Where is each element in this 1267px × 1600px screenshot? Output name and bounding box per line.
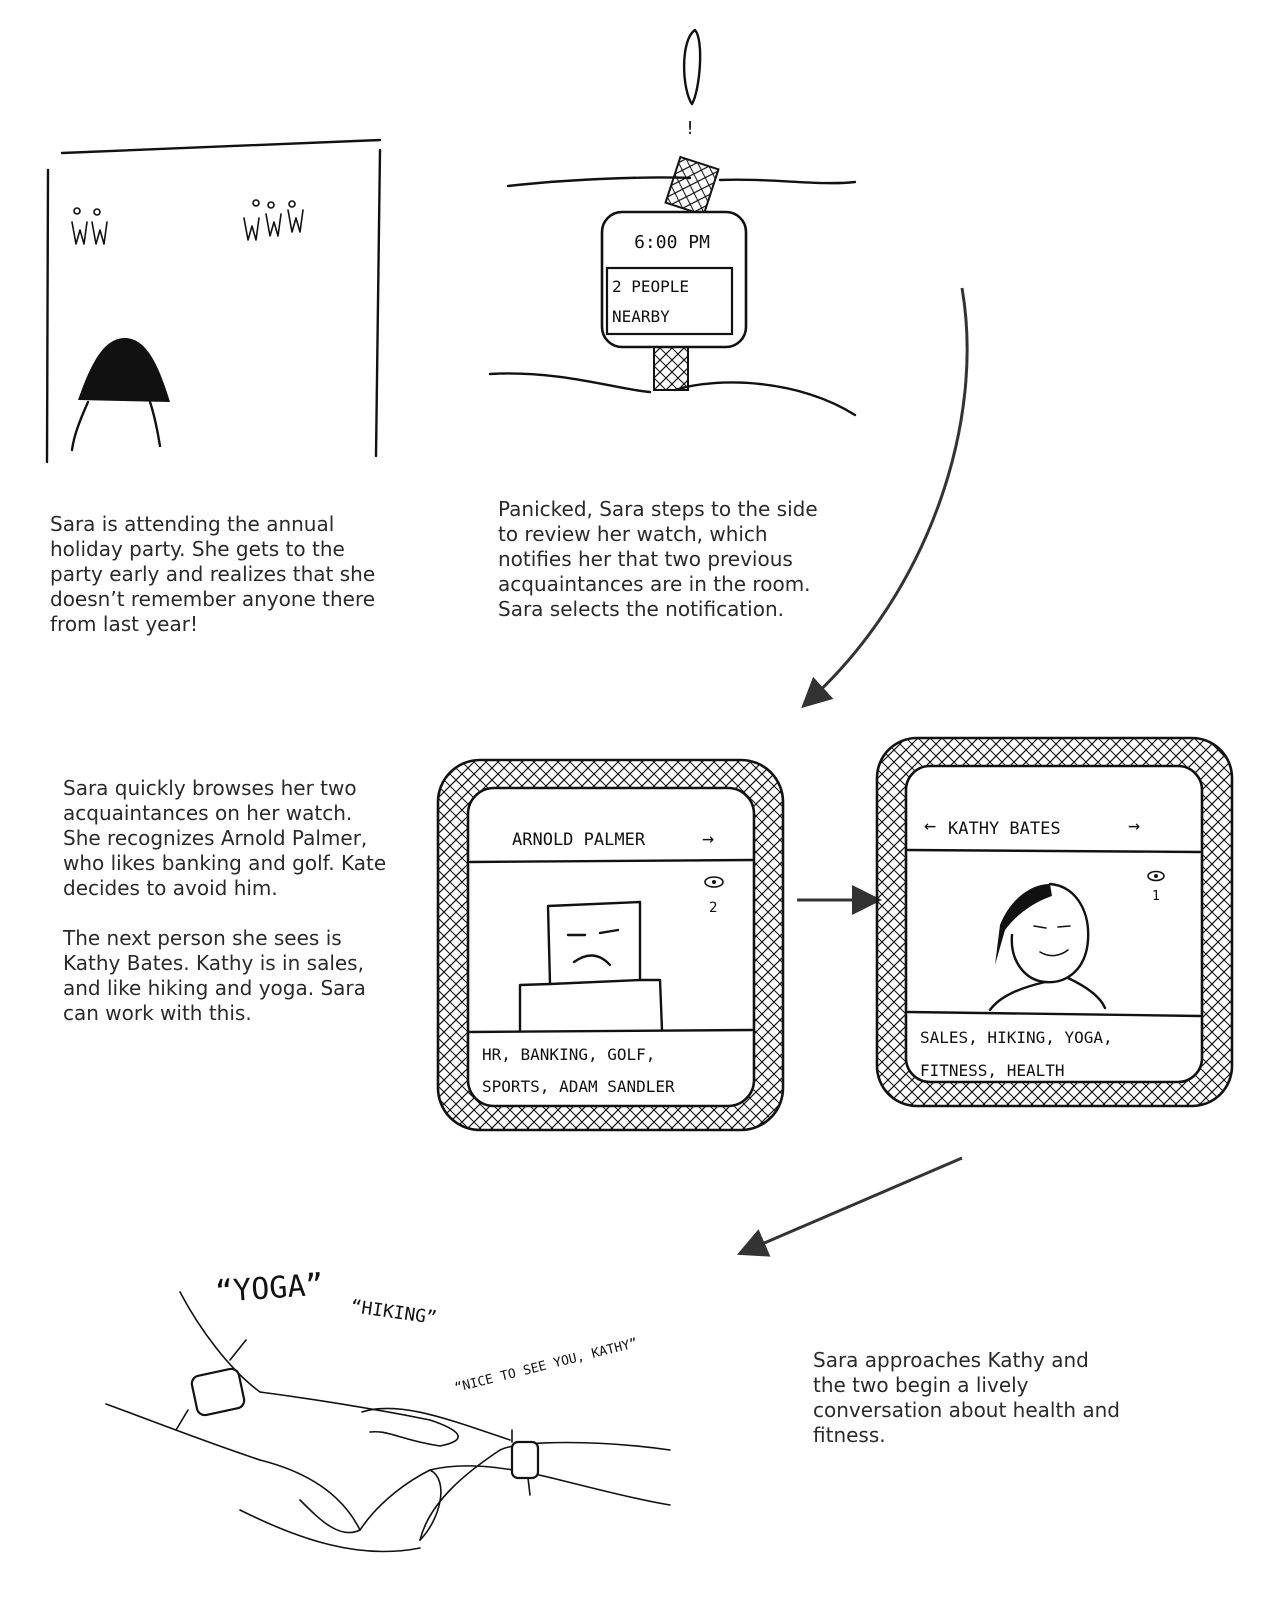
distant-people-left (72, 208, 107, 244)
card1-name: ARNOLD PALMER (512, 830, 646, 850)
watch-strap-top (666, 157, 719, 215)
caption-browse-p2: The next person she sees is Kathy Bates. Kathy is in sales, and like hiking and yoga. Sara can work with this. (63, 926, 366, 1025)
distant-people-right (244, 200, 303, 240)
speech-greeting: “NICE TO SEE YOU, KATHY” (453, 1335, 640, 1396)
card1-interests-1: HR, BANKING, GOLF, (482, 1045, 656, 1064)
notification-line-2: NEARBY (612, 307, 670, 326)
watch-notification-sketch (490, 30, 855, 415)
profile-card-kathy (877, 738, 1232, 1106)
card1-next-arrow[interactable]: → (702, 826, 715, 850)
flow-arrow-1 (810, 288, 967, 700)
card2-interests-2: FITNESS, HEALTH (920, 1061, 1065, 1080)
watch-time: 6:00 PM (634, 232, 710, 253)
card2-name: KATHY BATES (948, 819, 1061, 839)
caption-party: Sara is attending the annual holiday party. She gets to the party early and realizes that she doesn’t remember anyone there from last year! (50, 512, 376, 636)
card1-views: 2 (709, 900, 718, 916)
speech-yoga: “YOGA” (214, 1267, 325, 1310)
sara-watch (176, 1340, 246, 1430)
profile-card-arnold (438, 760, 783, 1130)
caption-notification: Panicked, Sara steps to the side to review her watch, which notifies her that two previous acquaintances are in the room. Sara selects the notification. (498, 497, 818, 621)
caption-browse (63, 776, 393, 1051)
card1-interests-2: SPORTS, ADAM SANDLER (482, 1077, 675, 1096)
watch-strap-bottom (654, 345, 688, 390)
party-room-sketch (47, 140, 380, 462)
handshake-sketch (106, 1268, 670, 1552)
card2-views: 1 (1152, 889, 1160, 904)
card2-interests-1: SALES, HIKING, YOGA, (920, 1028, 1113, 1047)
exclamation-mark: ! (684, 118, 696, 139)
caption-conversation: Sara approaches Kathy and the two begin a lively conversation about health and fitness. (813, 1348, 1120, 1447)
card2-back-arrow[interactable]: ← (924, 813, 937, 837)
caption-browse-p1: Sara quickly browses her two acquaintances on her watch. She recognizes Arnold Palmer, who likes banking and golf. Kate decides to avoid him. (63, 776, 387, 900)
card2-next-arrow[interactable]: → (1128, 813, 1141, 837)
sara-back-view (72, 338, 170, 450)
notification-line-1: 2 PEOPLE (612, 277, 690, 296)
speech-hiking: “HIKING” (349, 1296, 439, 1330)
flow-arrow-3 (748, 1158, 962, 1250)
kathy-watch (512, 1430, 538, 1495)
